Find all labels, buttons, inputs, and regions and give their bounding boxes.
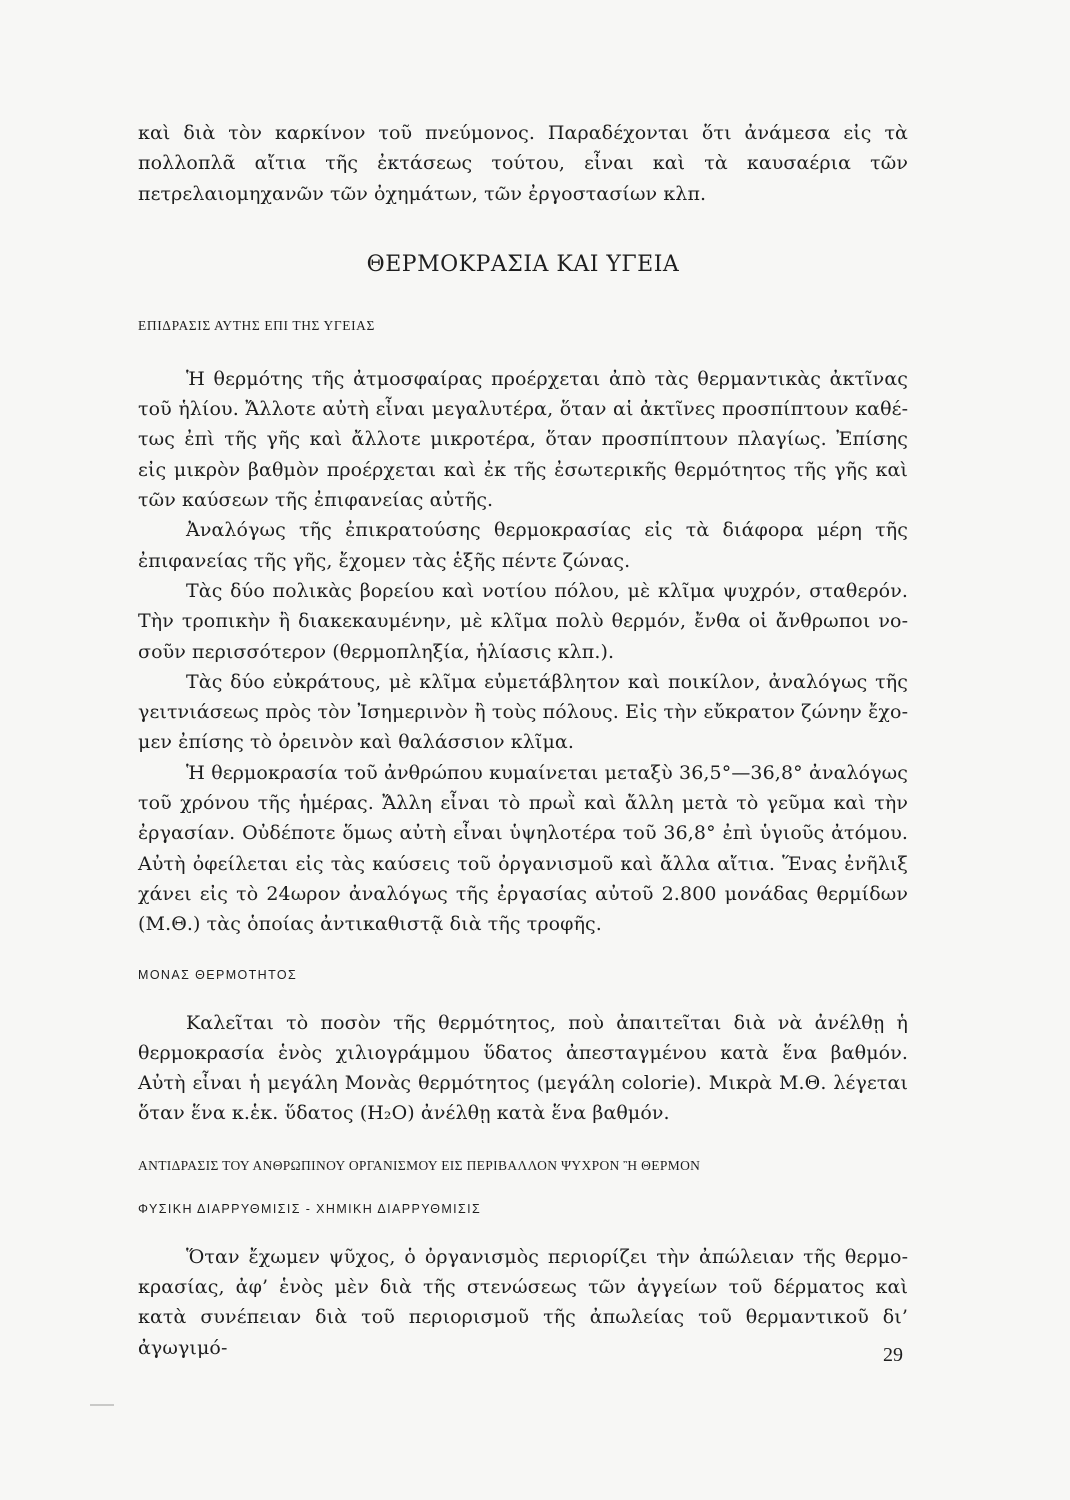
print-mark (90, 1404, 114, 1406)
page-number: 29 (883, 1344, 903, 1366)
paragraph-temperate: Τὰς δύο εὐκράτους, μὲ κλῖμα εὐμετάβλητον καὶ ποικίλον, ἀναλόγως τῆς γειτνιάσεως πρὸς τὸν Ἰσημερινὸν ἢ τοὺς πόλους. Εἰς τὴν εὔκρατον ζώνην ἔχομεν ἐπίσης τὸ ὀρεινὸν καὶ θαλάσσιον κλῖμα. (138, 670, 908, 754)
subheading-heat-unit: ΜΟΝΑΣ ΘΕΡΜΟΤΗΤΟΣ (138, 967, 298, 982)
paragraph-heat-sources: Ἡ θερμότης τῆς ἀτμοσφαίρας προέρχεται ἀπὸ τὰς θερμαντικὰς ἀκτῖνας τοῦ ἡλίου. Ἄλλοτε αὐτὴ εἶναι μεγαλυτέρα, ὅταν αἱ ἀκτῖνες προσπίπτουν καθέτως ἐπὶ τῆς γῆς καὶ ἄλλοτε μικροτέρα, ὅταν προσπίπτουν πλαγίως. Ἐπίσης εἰς μικρὸν βαθμὸν προέρχεται καὶ ἐκ τῆς ἐσωτερικῆς θερμότητος τῆς γῆς καὶ τῶν καύσεων τῆς ἐπιφανείας αὐτῆς. (138, 367, 908, 512)
paragraph-calorie-definition: Καλεῖται τὸ ποσὸν τῆς θερμότητος, ποὺ ἀπαιτεῖται διὰ νὰ ἀνέλθῃ ἡ θερμοκρασία ἑνὸς χιλιογράμμου ὕδατος ἀπεσταγμένου κατὰ ἕνα βαθμόν. Αὐτὴ εἶναι ἡ μεγάλη Μονὰς θερμότητος (μεγάλη colorie). Μικρὰ Μ.Θ. λέγεται ὅταν ἕνα κ.ἑκ. ὕδατος (H₂O) ἀνέλθῃ κατὰ ἕνα βαθμόν. (138, 1011, 908, 1125)
paragraph-body-temperature: Ἡ θερμοκρασία τοῦ ἀνθρώπου κυμαίνεται μεταξὺ 36,5°—36,8° ἀναλόγως τοῦ χρόνου τῆς ἡμέρας. Ἄλλη εἶναι τὸ πρωῒ καὶ ἄλλη μετὰ τὸ γεῦμα καὶ τὴν ἐργασίαν. Οὐδέποτε ὅμως αὐτὴ εἶναι ὑψηλοτέρα τοῦ 36,8° ἐπὶ ὑγιοῦς ἀτόμου. Αὐτὴ ὀφείλεται εἰς τὰς καύσεις τοῦ ὀργανισμοῦ καὶ ἄλλα αἴτια. Ἕνας ἐνῆλιξ χάνει εἰς τὸ 24ωρον ἀναλόγως τῆς ἐργασίας αὐτοῦ 2.800 μονάδας θερμίδων (Μ.Θ.) τὰς ὁποίας ἀντικαθιστᾷ διὰ τῆς τροφῆς. (138, 761, 908, 936)
paragraph-polar-tropical: Τὰς δύο πολικὰς βορείου καὶ νοτίου πόλου, μὲ κλῖμα ψυχρόν, σταθερόν. Τὴν τροπικὴν ἢ διακεκαυμένην, μὲ κλῖμα πολὺ θερμόν, ἔνθα οἱ ἄνθρωποι νοσοῦν περισσότερον (θερμοπληξία, ἡλίασις κλπ.). (138, 579, 908, 663)
subheading-body-reaction: ΑΝΤΙΔΡΑΣΙΣ ΤΟΥ ΑΝΘΡΩΠΙΝΟΥ ΟΡΓΑΝΙΣΜΟΥ ΕΙΣ ΠΕΡΙΒΑΛΛΟΝ ΨΥΧΡΟΝ Ἢ ΘΕΡΜΟΝ (138, 1157, 701, 1173)
page-body (138, 118, 908, 1363)
section-title: ΘΕΡΜΟΚΡΑΣΙΑ ΚΑΙ ΥΓΕΙΑ (366, 251, 680, 277)
paragraph-zones-intro: Ἀναλόγως τῆς ἐπικρατούσης θερμοκρασίας εἰς τὰ διάφορα μέρη τῆς ἐπιφανείας τῆς γῆς, ἔχομεν τὰς ἑξῆς πέντε ζώνας. (138, 519, 908, 572)
subheading-effects-on-health: ΕΠΙΔΡΑΣΙΣ ΑΥΤΗΣ ΕΠΙ ΤΗΣ ΥΓΕΙΑΣ (138, 317, 375, 333)
paragraph-cold-response: Ὅταν ἔχωμεν ψῦχος, ὁ ὀργανισμὸς περιορίζει τὴν ἀπώλειαν τῆς θερμοκρασίας, ἀφ’ ἑνὸς μὲν διὰ τῆς στενώσεως τῶν ἀγγείων τοῦ δέρματος καὶ κατὰ συνέπειαν διὰ τοῦ περιορισμοῦ τῆς ἀπωλείας τοῦ θερμαντικοῦ δι’ ἀγωγιμό- (138, 1245, 908, 1359)
subheading-regulation: ΦΥΣΙΚΗ ΔΙΑΡΡΥΘΜΙΣΙΣ - ΧΗΜΙΚΗ ΔΙΑΡΡΥΘΜΙΣΙΣ (138, 1201, 482, 1216)
paragraph-continuation: καὶ διὰ τὸν καρκίνον τοῦ πνεύμονος. Παραδέχονται ὅτι ἀνάμεσα εἰς τὰ πολλοπλᾶ αἴτια τῆς ἐκτάσεως τούτου, εἶναι καὶ τὰ καυσαέρια τῶν πετρελαιομηχανῶν τῶν ὀχημάτων, τῶν ἐργοστασίων κλπ. (138, 122, 908, 205)
